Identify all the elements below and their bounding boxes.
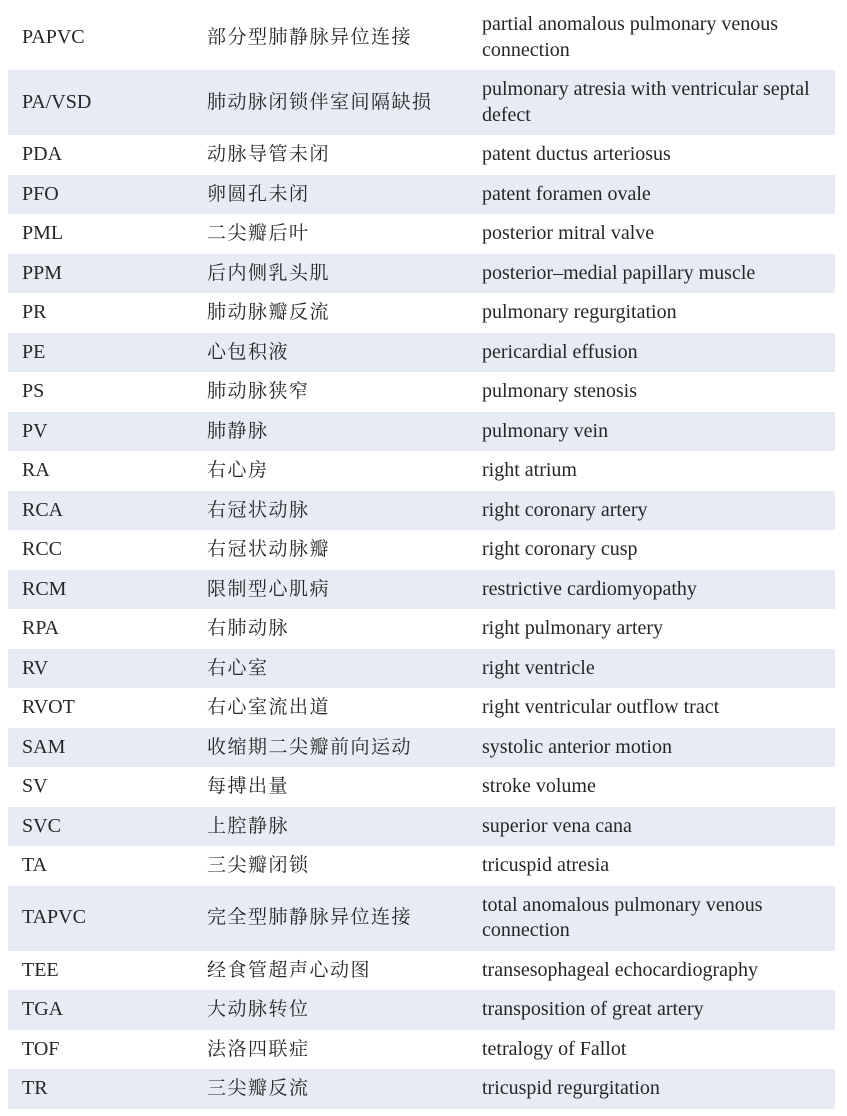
abbreviation-cell: RCM bbox=[8, 570, 190, 610]
chinese-term-cell: 右肺动脉 bbox=[207, 617, 290, 639]
english-term-cell: posterior–medial papillary muscle bbox=[468, 254, 835, 294]
chinese-term-cell: 右冠状动脉瓣 bbox=[207, 538, 331, 560]
chinese-term-cell: 右心房 bbox=[207, 459, 269, 481]
chinese-term-cell: 肺动脉闭锁伴室间隔缺损 bbox=[190, 70, 468, 135]
english-term-cell: total anomalous pulmonary venous connection bbox=[468, 886, 835, 951]
abbreviation-cell: TAPVC bbox=[8, 886, 190, 951]
english-term-cell: pulmonary regurgitation bbox=[482, 301, 677, 323]
table-row bbox=[8, 728, 835, 768]
abbreviation-cell: PAPVC bbox=[22, 25, 85, 48]
english-term-cell: systolic anterior motion bbox=[468, 728, 835, 768]
table-row bbox=[8, 214, 835, 254]
table-row bbox=[8, 846, 835, 886]
table-row bbox=[8, 254, 835, 294]
table-row bbox=[8, 1069, 835, 1109]
table-row bbox=[8, 530, 835, 570]
chinese-term-cell: 二尖瓣后叶 bbox=[207, 222, 310, 244]
abbreviation-cell: RPA bbox=[22, 617, 60, 639]
table-row bbox=[8, 951, 835, 991]
abbreviation-cell: PPM bbox=[8, 254, 190, 294]
table-row bbox=[8, 175, 835, 215]
abbreviation-cell: PV bbox=[8, 412, 190, 452]
table-row bbox=[8, 412, 835, 452]
chinese-term-cell: 经食管超声心动图 bbox=[207, 958, 372, 981]
abbreviation-cell: PS bbox=[22, 380, 45, 402]
table-body bbox=[8, 5, 835, 1109]
table-row bbox=[8, 807, 835, 847]
abbreviation-cell: RCC bbox=[22, 538, 63, 560]
english-term-cell: tetralogy of Fallot bbox=[482, 1037, 627, 1060]
abbreviation-cell: TA bbox=[22, 854, 48, 876]
english-term-cell: superior vena cana bbox=[468, 807, 835, 847]
chinese-term-cell: 上腔静脉 bbox=[190, 807, 468, 847]
chinese-term-cell: 限制型心肌病 bbox=[190, 570, 468, 610]
english-term-cell: pulmonary atresia with ventricular septal defect bbox=[468, 70, 835, 135]
english-term-cell: right ventricle bbox=[468, 649, 835, 689]
abbreviation-cell: PML bbox=[22, 222, 64, 244]
english-term-cell: patent foramen ovale bbox=[468, 175, 835, 215]
english-term-cell: patent ductus arteriosus bbox=[482, 143, 671, 165]
english-term-cell: restrictive cardiomyopathy bbox=[468, 570, 835, 610]
english-term-cell: partial anomalous pulmonary venous connection bbox=[482, 13, 779, 61]
chinese-term-cell: 每搏出量 bbox=[207, 775, 290, 797]
table-row bbox=[8, 609, 835, 649]
abbreviation-cell: PDA bbox=[22, 143, 63, 165]
chinese-term-cell: 动脉导管未闭 bbox=[207, 143, 331, 165]
abbreviation-cell: SAM bbox=[8, 728, 190, 768]
english-term-cell: tricuspid regurgitation bbox=[468, 1069, 835, 1109]
english-term-cell: right coronary cusp bbox=[482, 538, 638, 560]
english-term-cell: transesophageal echocardiography bbox=[482, 958, 758, 981]
table-row bbox=[8, 886, 835, 951]
abbreviation-table bbox=[8, 5, 835, 1109]
chinese-term-cell: 肺动脉狭窄 bbox=[207, 380, 310, 402]
table-row bbox=[8, 70, 835, 135]
abbreviation-cell: TOF bbox=[22, 1037, 60, 1060]
english-term-cell: pericardial effusion bbox=[468, 333, 835, 373]
chinese-term-cell: 三尖瓣闭锁 bbox=[207, 854, 310, 876]
english-term-cell: right coronary artery bbox=[468, 491, 835, 531]
chinese-term-cell: 收缩期二尖瓣前向运动 bbox=[190, 728, 468, 768]
abbreviation-cell: PE bbox=[8, 333, 190, 373]
abbreviation-cell: PR bbox=[22, 301, 47, 323]
abbreviation-cell: PFO bbox=[8, 175, 190, 215]
chinese-term-cell: 部分型肺静脉异位连接 bbox=[207, 25, 413, 48]
table-row bbox=[8, 135, 835, 175]
english-term-cell: tricuspid atresia bbox=[482, 854, 610, 876]
chinese-term-cell: 肺静脉 bbox=[190, 412, 468, 452]
english-term-cell: pulmonary vein bbox=[468, 412, 835, 452]
abbreviation-cell: TEE bbox=[22, 958, 59, 981]
chinese-term-cell: 右心室流出道 bbox=[207, 696, 331, 718]
english-term-cell: pulmonary stenosis bbox=[482, 380, 637, 402]
abbreviation-cell: PA/VSD bbox=[8, 70, 190, 135]
table-row bbox=[8, 649, 835, 689]
abbreviation-cell: RCA bbox=[8, 491, 190, 531]
chinese-term-cell: 后内侧乳头肌 bbox=[190, 254, 468, 294]
abbreviation-cell: RVOT bbox=[22, 696, 75, 718]
table-row bbox=[8, 333, 835, 373]
english-term-cell: right ventricular outflow tract bbox=[482, 696, 720, 718]
chinese-term-cell: 法洛四联症 bbox=[207, 1037, 310, 1060]
abbreviation-cell: RA bbox=[22, 459, 50, 481]
abbreviation-cell: SVC bbox=[8, 807, 190, 847]
chinese-term-cell: 完全型肺静脉异位连接 bbox=[190, 886, 468, 951]
chinese-term-cell: 卵圆孔未闭 bbox=[190, 175, 468, 215]
table-row bbox=[8, 372, 835, 412]
table-row bbox=[8, 767, 835, 807]
table-row bbox=[8, 688, 835, 728]
table-row bbox=[8, 1030, 835, 1070]
abbreviation-cell: SV bbox=[22, 775, 48, 797]
chinese-term-cell: 右心室 bbox=[190, 649, 468, 689]
table-row bbox=[8, 570, 835, 610]
chinese-term-cell: 心包积液 bbox=[190, 333, 468, 373]
chinese-term-cell: 大动脉转位 bbox=[190, 990, 468, 1030]
english-term-cell: right pulmonary artery bbox=[482, 617, 664, 639]
table-row bbox=[8, 491, 835, 531]
table-row bbox=[8, 990, 835, 1030]
english-term-cell: transposition of great artery bbox=[468, 990, 835, 1030]
abbreviation-cell: TGA bbox=[8, 990, 190, 1030]
abbreviation-cell: TR bbox=[8, 1069, 190, 1109]
table-row bbox=[8, 5, 835, 70]
english-term-cell: stroke volume bbox=[482, 775, 596, 797]
chinese-term-cell: 三尖瓣反流 bbox=[190, 1069, 468, 1109]
chinese-term-cell: 右冠状动脉 bbox=[190, 491, 468, 531]
english-term-cell: right atrium bbox=[482, 459, 577, 481]
table-row bbox=[8, 293, 835, 333]
abbreviation-cell: RV bbox=[8, 649, 190, 689]
chinese-term-cell: 肺动脉瓣反流 bbox=[207, 301, 331, 323]
table-row bbox=[8, 451, 835, 491]
english-term-cell: posterior mitral valve bbox=[482, 222, 655, 244]
